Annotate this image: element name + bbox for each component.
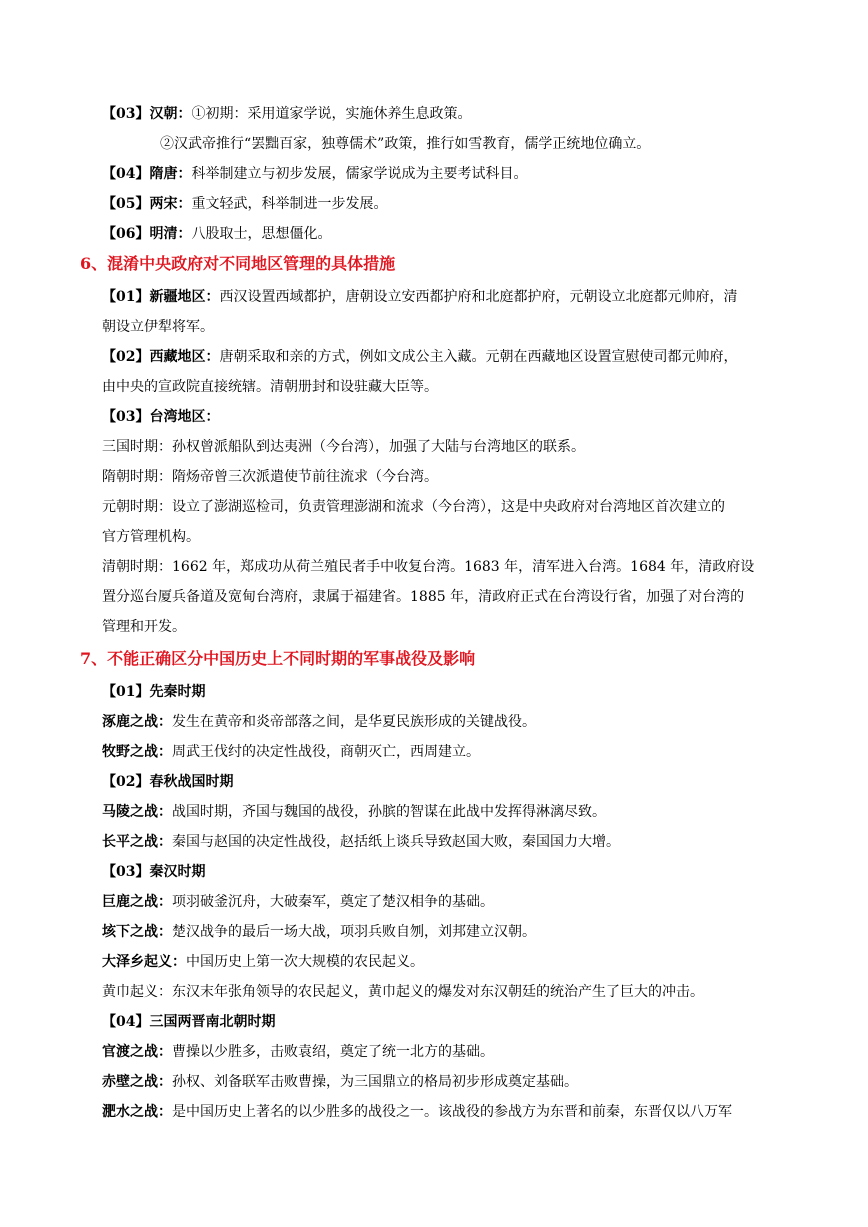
xinjiang-line-2: 朝设立伊犁将军。 (102, 319, 214, 335)
gaixia-text: 楚汉战争的最后一场大战，项羽兵败自刎，刘邦建立汉朝。 (172, 924, 536, 940)
maling-line (102, 802, 606, 822)
muye-line (102, 742, 480, 762)
zhuolu-label: 涿鹿之战： (102, 714, 172, 730)
julu-label: 巨鹿之战： (102, 894, 172, 910)
gaixia-line (102, 922, 536, 942)
maling-text: 战国时期，齐国与魏国的战役，孙膑的智谋在此战中发挥得淋漓尽致。 (172, 804, 606, 820)
changping-line (102, 832, 620, 852)
han-line-2: ②汉武帝推行“罢黜百家，独尊儒术”政策，推行如雪教育，儒学正统地位确立。 (160, 136, 651, 152)
section-7-heading: 7、不能正确区分中国历史上不同时期的军事战役及影响 (80, 649, 476, 668)
taiwan-qing-2: 置分巡台厦兵备道及宽甸台湾府，隶属于福建省。1885 年，清政府正式在台湾设行省，加强了对台湾的 (102, 589, 745, 605)
chibi-line (102, 1072, 578, 1092)
han-line-1 (102, 104, 471, 124)
taiwan-qing-3: 管理和开发。 (102, 619, 186, 635)
period-04-label: 【04】三国两晋南北朝时期 (102, 1014, 276, 1030)
guandu-label: 官渡之战： (102, 1044, 172, 1060)
han-text-1: ①初期：采用道家学说，实施休养生息政策。 (191, 106, 472, 122)
period-03-label: 【03】秦汉时期 (102, 864, 206, 880)
guandu-line (102, 1042, 494, 1062)
xizang-label: 【02】西藏地区： (102, 349, 220, 365)
xinjiang-label: 【01】新疆地区： (102, 289, 220, 305)
section-6-heading: 6、混淆中央政府对不同地区管理的具体措施 (80, 254, 396, 273)
taiwan-sui: 隋朝时期：隋炀帝曾三次派遣使节前往流求（今台湾。 (102, 469, 438, 485)
julu-line (102, 892, 494, 912)
feishui-label: 淝水之战： (102, 1104, 172, 1120)
taiwan-label: 【03】台湾地区： (102, 409, 220, 425)
taiwan-qing-1: 清朝时期：1662 年，郑成功从荷兰殖民者手中收复台湾。1683 年，清军进入台湾。1684 年，清政府设 (102, 559, 755, 575)
mingqing-line (102, 224, 331, 244)
han-label: 【03】汉朝： (102, 106, 192, 122)
dazexiang-text: 中国历史上第一次大规模的农民起义。 (186, 954, 424, 970)
xizang-line-1 (102, 347, 737, 367)
feishui-text: 是中国历史上著名的以少胜多的战役之一。该战役的参战方为东晋和前秦，东晋仅以八万军 (172, 1104, 732, 1120)
song-text: 重文轻武，科举制进一步发展。 (191, 196, 388, 212)
chibi-label: 赤壁之战： (102, 1074, 172, 1090)
period-01-label: 【01】先秦时期 (102, 684, 206, 700)
xizang-text-1: 唐朝采取和亲的方式，例如文成公主入藏。元朝在西藏地区设置宣慰使司都元帅府， (219, 349, 738, 365)
huangjin-line: 黄巾起义：东汉末年张角领导的农民起义，黄巾起义的爆发对东汉朝廷的统治产生了巨大的冲击。 (102, 984, 704, 1000)
dazexiang-label: 大泽乡起义： (102, 954, 186, 970)
taiwan-yuan-2: 官方管理机构。 (102, 529, 200, 545)
muye-text: 周武王伐纣的决定性战役，商朝灭亡，西周建立。 (172, 744, 480, 760)
taiwan-sanguo: 三国时期：孙权曾派船队到达夷洲（今台湾），加强了大陆与台湾地区的联系。 (102, 439, 585, 455)
xinjiang-text-1: 西汉设置西域都护，唐朝设立安西都护府和北庭都护府，元朝设立北庭都元帅府，清 (219, 289, 738, 305)
suitang-line (102, 164, 527, 184)
guandu-text: 曹操以少胜多，击败袁绍，奠定了统一北方的基础。 (172, 1044, 494, 1060)
xinjiang-line-1 (102, 287, 737, 307)
dazexiang-line (102, 952, 424, 972)
suitang-label: 【04】隋唐： (102, 166, 192, 182)
gaixia-label: 垓下之战： (102, 924, 172, 940)
changping-text: 秦国与赵国的决定性战役，赵括纸上谈兵导致赵国大败，秦国国力大增。 (172, 834, 620, 850)
mingqing-label: 【06】明清： (102, 226, 192, 242)
maling-label: 马陵之战： (102, 804, 172, 820)
suitang-text: 科举制建立与初步发展，儒家学说成为主要考试科目。 (191, 166, 528, 182)
taiwan-yuan-1: 元朝时期：设立了澎湖巡检司，负责管理澎湖和流求（今台湾），这是中央政府对台湾地区首次建立的 (102, 499, 725, 515)
feishui-line (102, 1102, 732, 1122)
xizang-line-2: 由中央的宣政院直接统辖。清朝册封和设驻藏大臣等。 (102, 379, 438, 395)
zhuolu-line (102, 712, 536, 732)
song-line (102, 194, 387, 214)
zhuolu-text: 发生在黄帝和炎帝部落之间，是华夏民族形成的关键战役。 (172, 714, 536, 730)
changping-label: 长平之战： (102, 834, 172, 850)
period-02-label: 【02】春秋战国时期 (102, 774, 234, 790)
muye-label: 牧野之战： (102, 744, 172, 760)
chibi-text: 孙权、刘备联军击败曹操，为三国鼎立的格局初步形成奠定基础。 (172, 1074, 578, 1090)
song-label: 【05】两宋： (102, 196, 192, 212)
mingqing-text: 八股取士，思想僵化。 (191, 226, 332, 242)
julu-text: 项羽破釜沉舟，大破秦军，奠定了楚汉相争的基础。 (172, 894, 494, 910)
